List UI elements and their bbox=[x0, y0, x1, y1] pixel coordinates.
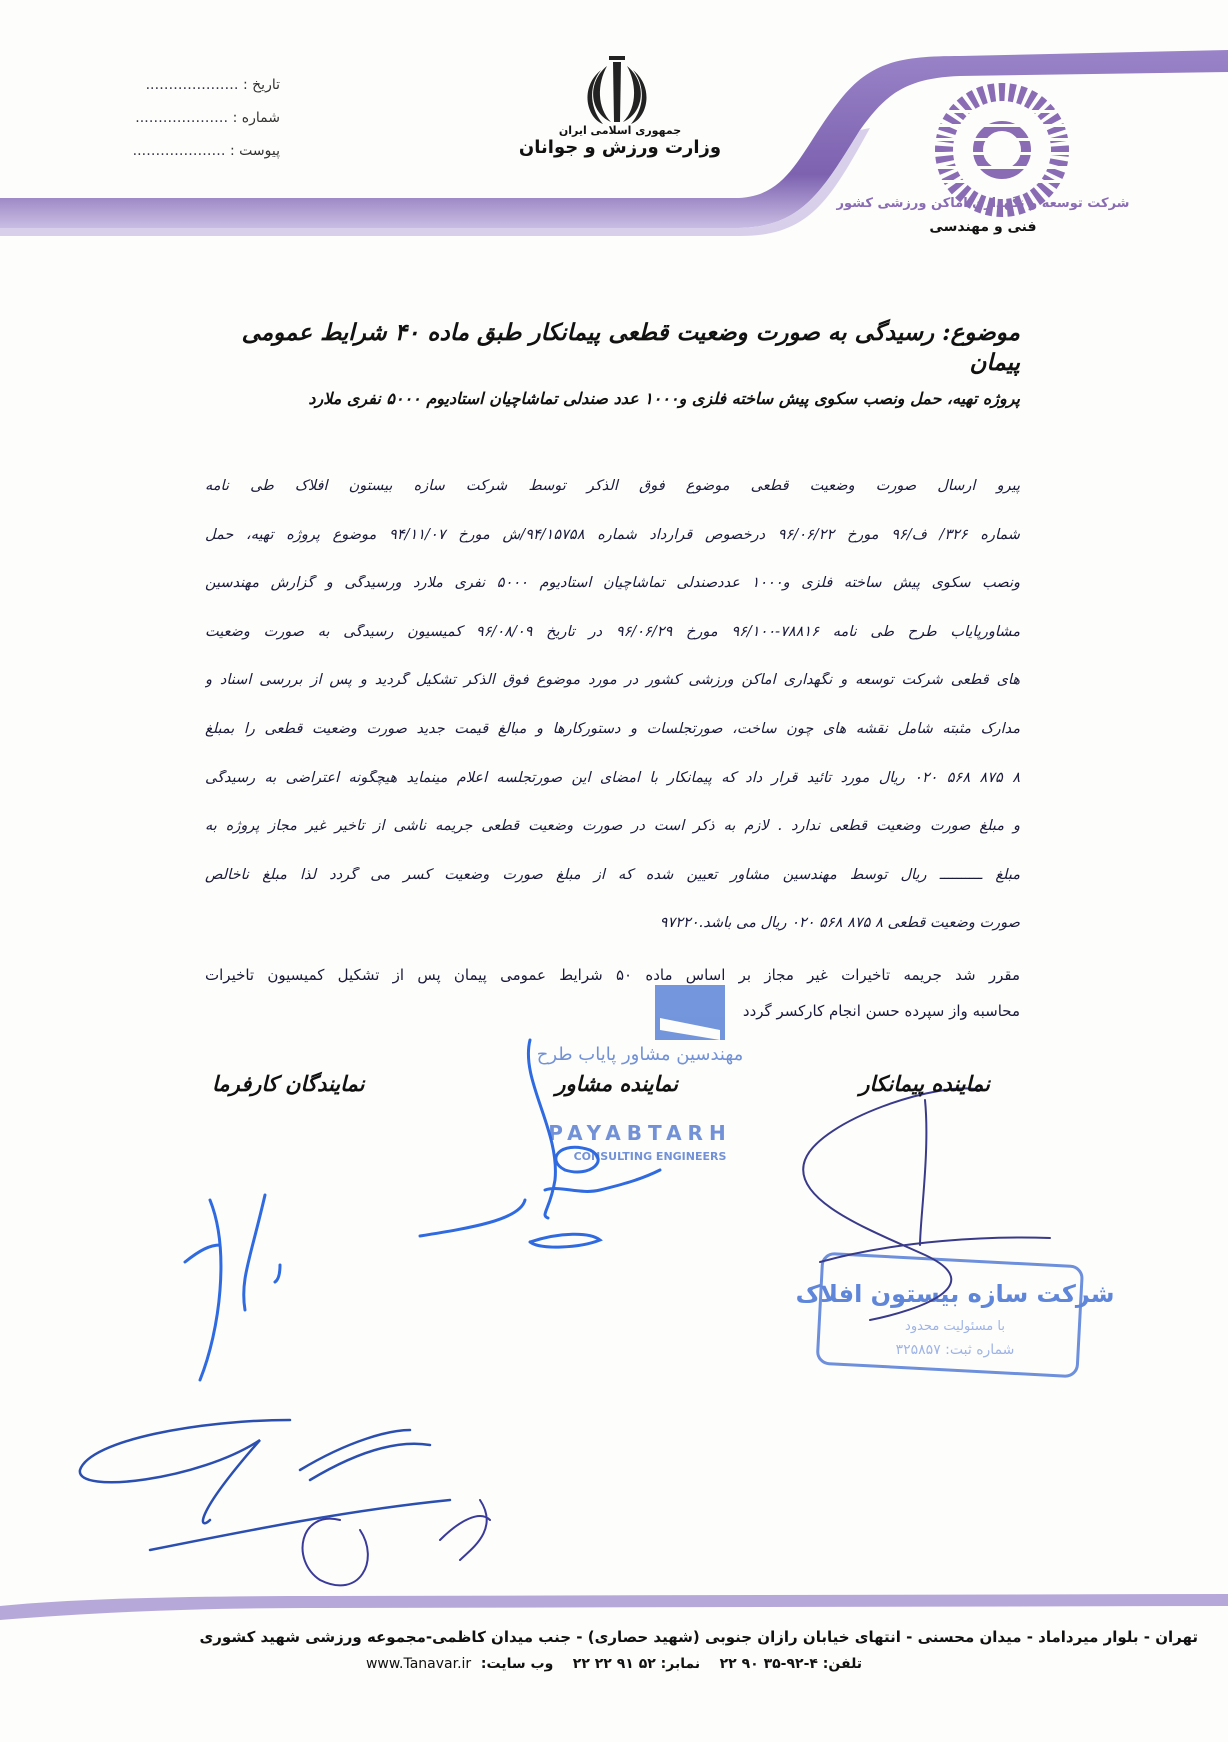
footer-band bbox=[0, 1594, 1228, 1620]
body-line: مبلغ ــــــــــ ریال توسط مهندسین مشاور تعیین شده که از مبلغ صورت وضعیت کسر می گردد لذا مبلغ ناخالص bbox=[205, 866, 1020, 883]
attachment-label: پیوست : bbox=[230, 143, 280, 159]
subject-title: موضوع: رسیدگی به صورت وضعیت قطعی پیمانکار طبق ماده ۴۰ شرایط عمومی پیمان bbox=[241, 319, 1020, 376]
employer-signature-1 bbox=[185, 1195, 280, 1380]
date-label: تاریخ : bbox=[242, 77, 280, 93]
resolution-line: مقرر شد جریمه تاخیرات غیر مجاز بر اساس ماده ۵۰ شرایط عمومی پیمان پس از تشکیل کمیسیون تاخیرات bbox=[205, 966, 1020, 984]
footer bbox=[30, 1626, 1198, 1674]
body-line: ۸ ۸۷۵ ۵۶۸ ۰۲۰ ریال مورد تائید قرار داد که پیمانکار با امضای این صورتجلسه اعلام مینماید هیچگونه اعتراضی به رسیدگی bbox=[205, 769, 1020, 786]
footer-fax: نمابر: ۵۲ ۹۱ ۲۲ ۲۲ bbox=[572, 1656, 701, 1672]
body-line: و مبلغ صورت وضعیت قطعی ندارد . لازم به ذکر است در صورت وضعیت قطعی جریمه ناشی از تاخیر غیر مجاز پروژه به bbox=[205, 818, 1020, 835]
country-name: جمهوری اسلامی ایران bbox=[558, 124, 682, 137]
subject-block bbox=[190, 318, 1020, 410]
company-name: شرکت توسعه و نگهداری اماکن ورزشی کشور bbox=[836, 196, 1130, 211]
body-line: صورت وضعیت قطعی ۸ ۸۷۵ ۵۶۸ ۰۲۰ ریال می باشد.۹۷۲۲۰ bbox=[659, 915, 1020, 932]
body-line: پیرو ارسال صورت وضعیت قطعی موضوع فوق الذکر توسط شرکت سازه بیستون افلاک طی نامه bbox=[205, 478, 1020, 494]
contractor-stamp-name: شرکت سازه بیستون افلاک bbox=[795, 1280, 1115, 1308]
body-line: ونصب سکوی پیش ساخته فلزی و۱۰۰۰ عددصندلی تماشاچیان استادیوم ۵۰۰۰ نفری ملارد ورسیدگی و گزارش مهندسین bbox=[205, 575, 1020, 592]
resolution-line: محاسبه واز سپرده حسن انجام کارکسر گردد bbox=[742, 1002, 1020, 1020]
contractor-signature-label: نماینده پیمانکار bbox=[859, 1072, 990, 1096]
project-title: پروژه تهیه، حمل ونصب سکوی پیش ساخته فلزی و۱۰۰۰ عدد صندلی تماشاچیان استادیوم ۵۰۰۰ نفری ملارد bbox=[308, 389, 1020, 408]
date-field bbox=[40, 76, 280, 94]
employer-signature-2 bbox=[80, 1420, 450, 1550]
body-line: مدارک مثبته شامل نقشه های چون ساخت، صورتجلسات و دستورکارها و مبالغ قیمت جدید صورت وضعیت قطعی را بمبلغ bbox=[205, 720, 1020, 737]
company-header bbox=[833, 196, 1133, 235]
iran-emblem bbox=[588, 56, 647, 124]
ministry-name: وزارت ورزش و جوانان bbox=[518, 137, 722, 158]
consultant-stamp-en: PAYABTARH bbox=[548, 1121, 732, 1145]
date-value: ……………….. bbox=[145, 77, 239, 93]
employer-signature-3 bbox=[303, 1500, 490, 1585]
consultant-stamp-fa: مهندسین مشاور پایاب طرح bbox=[536, 1044, 744, 1065]
ministry-header bbox=[500, 124, 740, 158]
contractor-stamp-reg: شماره ثبت: ۳۲۵۸۵۷ bbox=[895, 1342, 1015, 1358]
resolution-paragraph bbox=[205, 966, 1020, 1038]
footer-website-label: وب سایت: bbox=[480, 1656, 554, 1672]
attachment-value: ……………….. bbox=[132, 143, 226, 159]
company-logo bbox=[932, 92, 1072, 208]
body-line: مشاورپایاب طرح طی نامه ۷۸۸۱۶-۹۶/۱۰۰ مورخ ۹۶/۰۶/۲۹ در تاریخ ۹۶/۰۸/۰۹ کمیسیون رسیدگی به صورت وضعیت bbox=[205, 623, 1020, 640]
body-line: های قطعی شرکت توسعه و نگهداری اماکن ورزشی کشور در مورد موضوع فوق الذکر تشکیل گردید و پس از بررسی اسناد و bbox=[205, 672, 1020, 689]
contractor-stamp-sub: با مسئولیت محدود bbox=[905, 1319, 1005, 1334]
department-name: فنی و مهندسی bbox=[929, 219, 1037, 235]
consultant-signature-label: نماینده مشاور bbox=[555, 1072, 678, 1096]
footer-phone: تلفن: ۴-۹۲-۳۵ ۹۰ ۲۲ bbox=[719, 1656, 863, 1672]
number-field bbox=[40, 109, 280, 127]
footer-contact bbox=[30, 1654, 1198, 1674]
footer-website-link[interactable]: www.Tanavar.ir bbox=[365, 1656, 472, 1672]
attachment-field bbox=[40, 142, 280, 160]
number-value: ……………….. bbox=[135, 110, 229, 126]
consultant-stamp-en-sub: CONSULTING ENGINEERS bbox=[573, 1150, 727, 1163]
employer-signature-label: نمایندگان کارفرما bbox=[212, 1072, 365, 1096]
body-line: شماره ۳۲۶/ ف/۹۶ مورخ ۹۶/۰۶/۲۲ درخصوص قرارداد شماره ۹۴/۱۵۷۵۸/ش مورخ ۹۴/۱۱/۰۷ موضوع پروژه تهیه، حمل bbox=[205, 526, 1020, 543]
number-label: شماره : bbox=[232, 110, 280, 126]
contractor-stamp bbox=[796, 1253, 1115, 1376]
letter-body bbox=[205, 478, 1020, 964]
footer-address: تهران - بلوار میرداماد - میدان محسنی - انتهای خیابان رازان جنوبی (شهید حصاری) - جنب میدان کاظمی-مجموعه ورزشی شهید کشوری bbox=[199, 1628, 1198, 1646]
